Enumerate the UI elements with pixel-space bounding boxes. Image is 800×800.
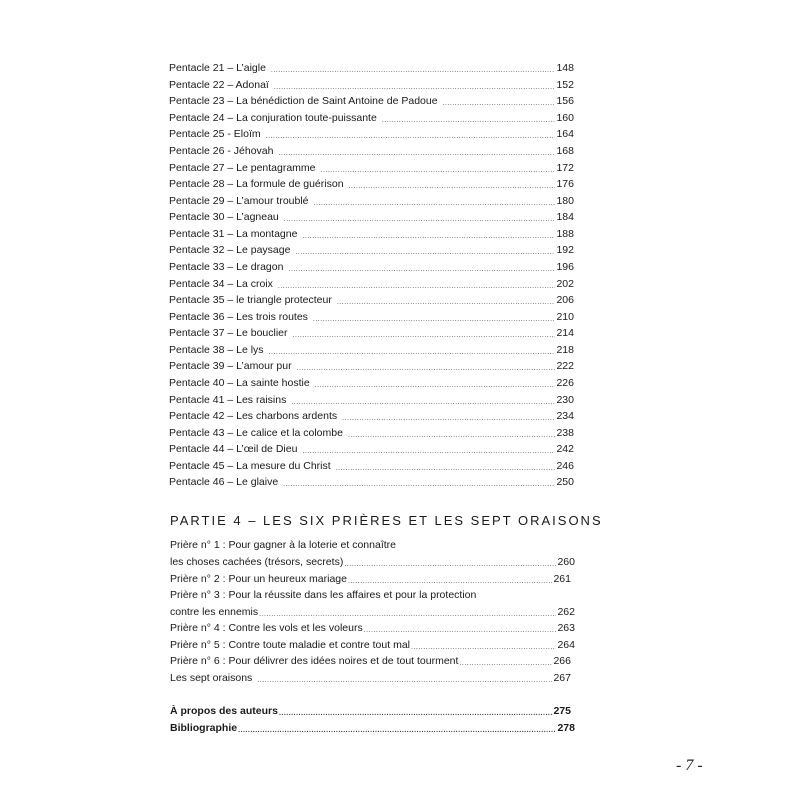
toc-entry-label: Pentacle 22 – Adonaï	[169, 79, 269, 91]
toc-entry-page: 160	[556, 112, 574, 124]
toc-entry	[169, 174, 574, 191]
toc-entry-label: Pentacle 42 – Les charbons ardents	[169, 410, 338, 422]
toc-entry-page: 264	[557, 639, 575, 651]
toc-entry-page: 278	[557, 722, 575, 734]
dot-leader	[269, 343, 556, 357]
toc-entry-page: 246	[556, 460, 574, 472]
toc-entry-page: 196	[556, 261, 574, 273]
toc-entry-page: 222	[556, 360, 574, 372]
toc-entry-page: 218	[556, 344, 574, 356]
toc-entry-label: Prière n° 2 : Pour un heureux mariage	[170, 573, 347, 585]
toc-entry	[169, 124, 574, 141]
dot-leader	[257, 671, 552, 685]
toc-entry	[169, 141, 574, 158]
toc-entry	[170, 535, 396, 552]
toc-entry	[169, 406, 574, 423]
toc-entry	[169, 274, 574, 291]
toc-entry-page: 250	[556, 476, 574, 488]
toc-entry	[169, 75, 574, 92]
toc-entry-page: 267	[553, 672, 571, 684]
toc-entry	[169, 224, 574, 241]
toc-entry-page: 202	[556, 278, 574, 290]
toc-entry-label: Prière n° 4 : Contre les vols et les voleurs	[170, 622, 363, 634]
toc-entry-label: Pentacle 40 – La sainte hostie	[169, 377, 310, 389]
dot-leader	[283, 475, 555, 489]
dot-leader	[293, 326, 556, 340]
toc-entry	[169, 191, 574, 208]
toc-entry	[169, 307, 574, 324]
dot-leader	[278, 277, 556, 291]
toc-entry-page: 238	[556, 427, 574, 439]
dot-leader	[302, 442, 555, 456]
toc-entry-label: Prière n° 3 : Pour la réussite dans les affaires et pour la protection	[170, 589, 477, 601]
toc-entry-label: Prière n° 5 : Contre toute maladie et contre tout mal	[170, 639, 410, 651]
toc-entry	[170, 651, 575, 668]
dot-leader	[295, 243, 555, 257]
toc-entry-label: Pentacle 46 – Le glaive	[169, 476, 279, 488]
toc-entry-page: 260	[557, 556, 575, 568]
toc-entry-label: Pentacle 38 – Le lys	[169, 344, 264, 356]
toc-entry-label: Pentacle 21 – L’aigle	[169, 62, 266, 74]
toc-entry-page: 206	[556, 294, 574, 306]
toc-entry	[169, 373, 574, 390]
toc-entry	[170, 668, 575, 685]
toc-entry-page: 263	[557, 622, 575, 634]
dot-leader	[279, 144, 556, 158]
dot-leader	[238, 721, 556, 735]
toc-entry	[169, 356, 574, 373]
toc-entry-page: 214	[556, 327, 574, 339]
toc-entry-page: 226	[556, 377, 574, 389]
toc-entry-label: Pentacle 29 – L’amour troublé	[169, 195, 309, 207]
toc-entry-page: 242	[556, 443, 574, 455]
dot-leader	[336, 459, 556, 473]
dot-leader	[274, 78, 556, 92]
dot-leader	[348, 426, 556, 440]
toc-entry-label: Pentacle 24 – La conjuration toute-puissante	[169, 112, 377, 124]
dot-leader	[315, 376, 556, 390]
dot-leader	[321, 161, 556, 175]
toc-entry-label: Pentacle 36 – Les trois routes	[169, 311, 308, 323]
dot-leader	[337, 293, 556, 307]
toc-entry	[169, 158, 574, 175]
toc-entry-label: Prière n° 1 : Pour gagner à la loterie et connaître	[170, 539, 396, 551]
toc-entry-label: Pentacle 23 – La bénédiction de Saint Antoine de Padoue	[169, 95, 438, 107]
dot-leader	[284, 210, 556, 224]
dot-leader	[313, 310, 556, 324]
toc-entry-page: 156	[556, 95, 574, 107]
toc-entry-label: Pentacle 28 – La formule de guérison	[169, 178, 344, 190]
toc-entry	[169, 207, 574, 224]
toc-entry	[169, 240, 574, 257]
dot-leader	[266, 127, 556, 141]
toc-entry-label: Pentacle 39 – L’amour pur	[169, 360, 292, 372]
page-number: - 7 -	[676, 757, 703, 774]
toc-entry	[170, 618, 575, 635]
toc-entry-page: 148	[556, 62, 574, 74]
toc-entry	[170, 602, 575, 619]
toc-entry	[170, 701, 575, 718]
toc-entry-page: 275	[553, 705, 571, 717]
toc-entry-page: 176	[556, 178, 574, 190]
toc-entry-page: 210	[556, 311, 574, 323]
toc-entry-label: Pentacle 41 – Les raisins	[169, 394, 287, 406]
toc-entry-page: 164	[556, 128, 574, 140]
toc-entry-label: À propos des auteurs	[170, 705, 278, 717]
toc-entry-label: Bibliographie	[170, 722, 238, 734]
toc-entry-page: 234	[556, 410, 574, 422]
dot-leader	[459, 654, 552, 668]
dot-leader	[344, 555, 556, 569]
dot-leader	[297, 359, 556, 373]
toc-entry-label: Pentacle 34 – La croix	[169, 278, 273, 290]
toc-entry	[170, 718, 575, 735]
toc-entry	[169, 323, 574, 340]
toc-entry-label: contre les ennemis	[170, 606, 259, 618]
dot-leader	[259, 605, 556, 619]
toc-entry-page: 184	[556, 211, 574, 223]
toc-entry-label: Pentacle 44 – L’œil de Dieu	[169, 443, 298, 455]
toc-entry-label: Pentacle 45 – La mesure du Christ	[169, 460, 331, 472]
toc-entry-label: Pentacle 30 – L’agneau	[169, 211, 279, 223]
toc-entry-label: Les sept oraisons	[170, 672, 253, 684]
toc-entry-label: les choses cachées (trésors, secrets)	[170, 556, 344, 568]
dot-leader	[382, 111, 556, 125]
toc-entry-label: Pentacle 43 – Le calice et la colombe	[169, 427, 343, 439]
toc-entry	[170, 552, 575, 569]
toc-entry	[169, 472, 574, 489]
toc-entry-page: 192	[556, 244, 574, 256]
dot-leader	[349, 177, 556, 191]
dot-leader	[288, 260, 555, 274]
toc-entry-label: Prière n° 6 : Pour délivrer des idées noires et de tout tourment	[170, 655, 459, 667]
toc-entry-page: 261	[553, 573, 571, 585]
toc-entry	[170, 585, 476, 602]
toc-entry	[169, 439, 574, 456]
dot-leader	[302, 227, 555, 241]
dot-leader	[291, 393, 555, 407]
dot-leader	[271, 61, 556, 75]
toc-entry-label: Pentacle 25 - Eloïm	[169, 128, 261, 140]
toc-entry-label: Pentacle 27 – Le pentagramme	[169, 162, 316, 174]
toc-entry	[170, 635, 575, 652]
toc-entry-label: Pentacle 26 - Jéhovah	[169, 145, 274, 157]
toc-entry-label: Pentacle 35 – le triangle protecteur	[169, 294, 332, 306]
dot-leader	[342, 409, 555, 423]
dot-leader	[364, 621, 557, 635]
toc-entry-label: Pentacle 33 – Le dragon	[169, 261, 284, 273]
toc-entry-page: 168	[556, 145, 574, 157]
toc-entry	[169, 340, 574, 357]
toc-entry-label: Pentacle 37 – Le bouclier	[169, 327, 288, 339]
toc-entry-page: 262	[557, 606, 575, 618]
toc-entry	[169, 423, 574, 440]
toc-entry-label: Pentacle 31 – La montagne	[169, 228, 298, 240]
toc-entry-page: 172	[556, 162, 574, 174]
toc-entry-page: 152	[556, 79, 574, 91]
toc-entry	[169, 390, 574, 407]
toc-entry	[169, 290, 574, 307]
dot-leader	[348, 572, 553, 586]
dot-leader	[279, 704, 553, 718]
dot-leader	[411, 638, 556, 652]
dot-leader	[443, 94, 556, 108]
dot-leader	[314, 194, 556, 208]
toc-entry-label: Pentacle 32 – Le paysage	[169, 244, 291, 256]
toc-entry	[169, 58, 574, 75]
toc-entry	[169, 108, 574, 125]
toc-entry	[169, 456, 574, 473]
toc-entry-page: 230	[556, 394, 574, 406]
toc-entry-page: 180	[556, 195, 574, 207]
toc-entry	[170, 569, 575, 586]
toc-entry	[169, 257, 574, 274]
toc-entry-page: 188	[556, 228, 574, 240]
toc-entry	[169, 91, 574, 108]
section-heading: PARTIE 4 – LES SIX PRIÈRES ET LES SEPT ORAISONS	[170, 513, 603, 528]
toc-entry-page: 266	[553, 655, 571, 667]
